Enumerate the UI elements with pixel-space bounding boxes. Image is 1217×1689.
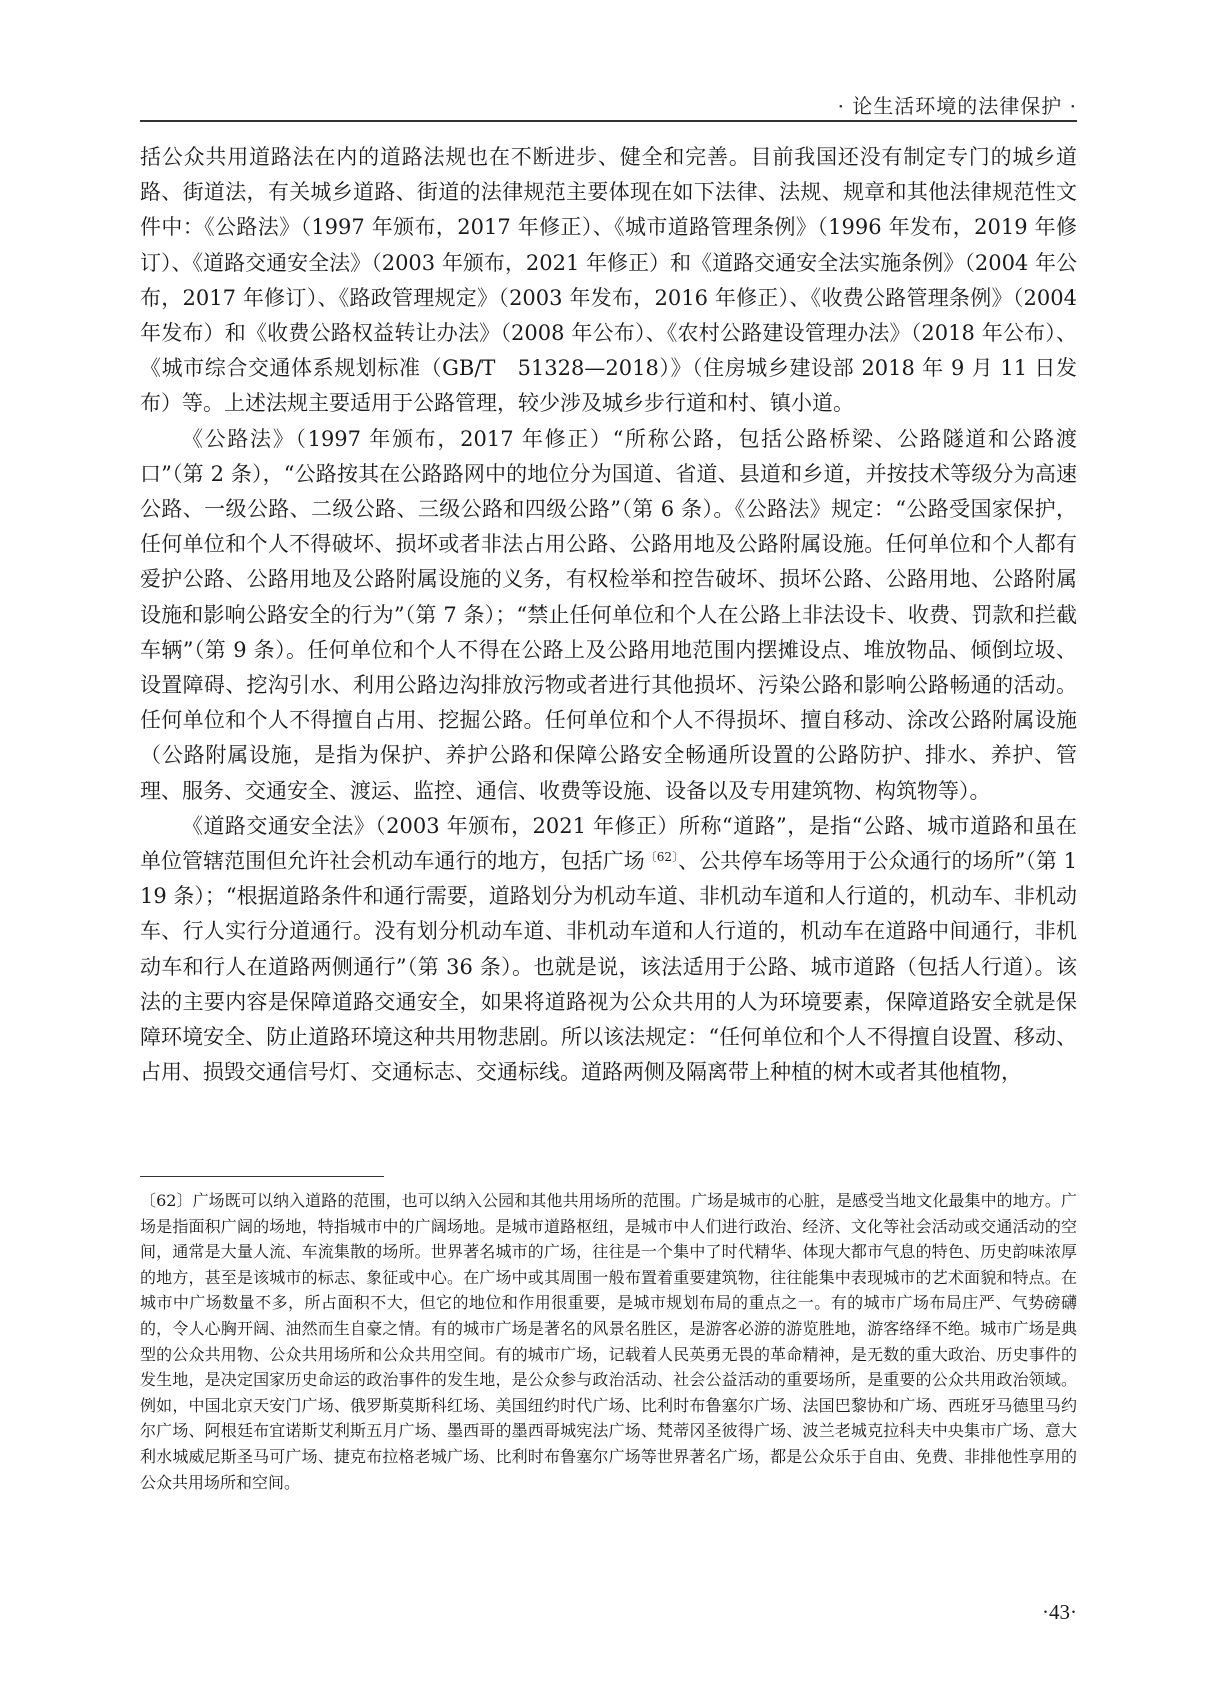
paragraph-1: 括公众共用道路法在内的道路法规也在不断进步、健全和完善。目前我国还没有制定专门的城乡道路、街道法，有关城乡道路、街道的法律规范主要体现在如下法律、法规、规章和其他法律规范性文件中：《公路法》（1997 年颁布，2017 年修正）、《城市道路管理条例》（1996 年发布，2019 年修订）、《道路交通安全法》（2003 年颁布，2021 年修正）和《道路交通安全法实施条例》（2004 年公布，2017 年修订）、《路政管理规定》（2003 年发布，2016 年修正）、《收费公路管理条例》（2004 年发布）和《收费公路权益转让办法》（2008 年公布）、《农村公路建设管理办法》（2018 年公布）、《城市综合交通体系规划标准（GB/T 51328—2018）》（住房城乡建设部 2018 年 9 月 11 日发布）等。上述法规主要适用于公路管理，较少涉及城乡步行道和村、镇小道。: [140, 145, 1077, 416]
header-rule: [140, 120, 1077, 122]
body-text: [140, 140, 1077, 1090]
page-number: ·43·: [1042, 1600, 1077, 1624]
footnote-62: 〔62〕广场既可以纳入道路的范围，也可以纳入公园和其他共用场所的范围。广场是城市的心脏，是感受当地文化最集中的地方。广场是指面积广阔的场地，特指城市中的广阔场地。是城市道路枢纽，是城市中人们进行政治、经济、文化等社会活动或交通活动的空间，通常是大量人流、车流集散的场所。世界著名城市的广场，往往是一个集中了时代精华、体现大都市气息的特色、历史韵味浓厚的地方，甚至是该城市的标志、象征或中心。在广场中或其周围一般布置着重要建筑物，往往能集中表现城市的艺术面貌和特点。在城市中广场数量不多，所占面积不大，但它的地位和作用很重要，是城市规划布局的重点之一。有的城市广场布局庄严、气势磅礴的，令人心胸开阔、油然而生自豪之情。有的城市广场是著名的风景名胜区，是游客必游的游览胜地，游客络绎不绝。城市广场是典型的公众共用物、公众共用场所和公众共用空间。有的城市广场，记载着人民英勇无畏的革命精神，是无数的重大政治、历史事件的发生地，是决定国家历史命运的政治事件的发生地，是公众参与政治活动、社会公益活动的重要场所，是重要的公众共用政治领域。例如，中国北京天安门广场、俄罗斯莫斯科红场、美国纽约时代广场、比利时布鲁塞尔广场、法国巴黎协和广场、西班牙马德里马约尔广场、阿根廷布宜诺斯艾利斯五月广场、墨西哥的墨西哥城宪法广场、梵蒂冈圣彼得广场、波兰老城克拉科夫中央集市广场、意大利水城威尼斯圣马可广场、捷克布拉格老城广场、比利时布鲁塞尔广场等世界著名广场，都是公众乐于自由、免费、非排他性享用的公众共用场所和空间。: [140, 1191, 1077, 1492]
paragraph-3: [140, 809, 1077, 1091]
running-header: · 论生活环境的法律保护 ·: [837, 94, 1077, 118]
footnote-reference[interactable]: 〔62〕: [644, 850, 679, 865]
footnote-rule: [140, 1176, 384, 1177]
paragraph-3-text-after-ref: 、公共停车场等用于公众通行的场所”（第 119 条）；“根据道路条件和通行需要，道路划分为机动车道、非机动车道和人行道的，机动车、非机动车、行人实行分道通行。没有划分机动车道、非机动车道和人行道的，机动车在道路中间通行，非机动车和行人在道路两侧通行”（第 36 条）。也就是说，该法适用于公路、城市道路（包括人行道）。该法的主要内容是保障道路交通安全，如果将道路视为公众共用的人为环境要素，保障道路安全就是保障环境安全、防止道路环境这种共用物悲剧。所以该法规定：“任何单位和个人不得擅自设置、移动、占用、损毁交通信号灯、交通标志、交通标线。道路两侧及隔离带上种植的树木或者其他植物，: [140, 849, 1077, 1085]
paragraph-3-text-before-ref: 《道路交通安全法》（2003 年颁布，2021 年修正）所称“道路”，是指“公路、城市道路和虽在单位管辖范围但允许社会机动车通行的地方，包括广场: [140, 813, 1077, 874]
paragraph-2: 《公路法》（1997 年颁布，2017 年修正）“所称公路，包括公路桥梁、公路隧道和公路渡口”（第 2 条），“公路按其在公路路网中的地位分为国道、省道、县道和乡道，并按技术等级分为高速公路、一级公路、二级公路、三级公路和四级公路”（第 6 条）。《公路法》规定：“公路受国家保护，任何单位和个人不得破坏、损坏或者非法占用公路、公路用地及公路附属设施。任何单位和个人都有爱护公路、公路用地及公路附属设施的义务，有权检举和控告破坏、损坏公路、公路用地、公路附属设施和影响公路安全的行为”（第 7 条）；“禁止任何单位和个人在公路上非法设卡、收费、罚款和拦截车辆”（第 9 条）。任何单位和个人不得在公路上及公路用地范围内摆摊设点、堆放物品、倾倒垃圾、设置障碍、挖沟引水、利用公路边沟排放污物或者进行其他损坏、污染公路和影响公路畅通的活动。任何单位和个人不得擅自占用、挖掘公路。任何单位和个人不得损坏、擅自移动、涂改公路附属设施（公路附属设施，是指为保护、养护公路和保障公路安全畅通所设置的公路防护、排水、养护、管理、服务、交通安全、渡运、监控、通信、收费等设施、设备以及专用建筑物、构筑物等）。: [140, 426, 1077, 803]
